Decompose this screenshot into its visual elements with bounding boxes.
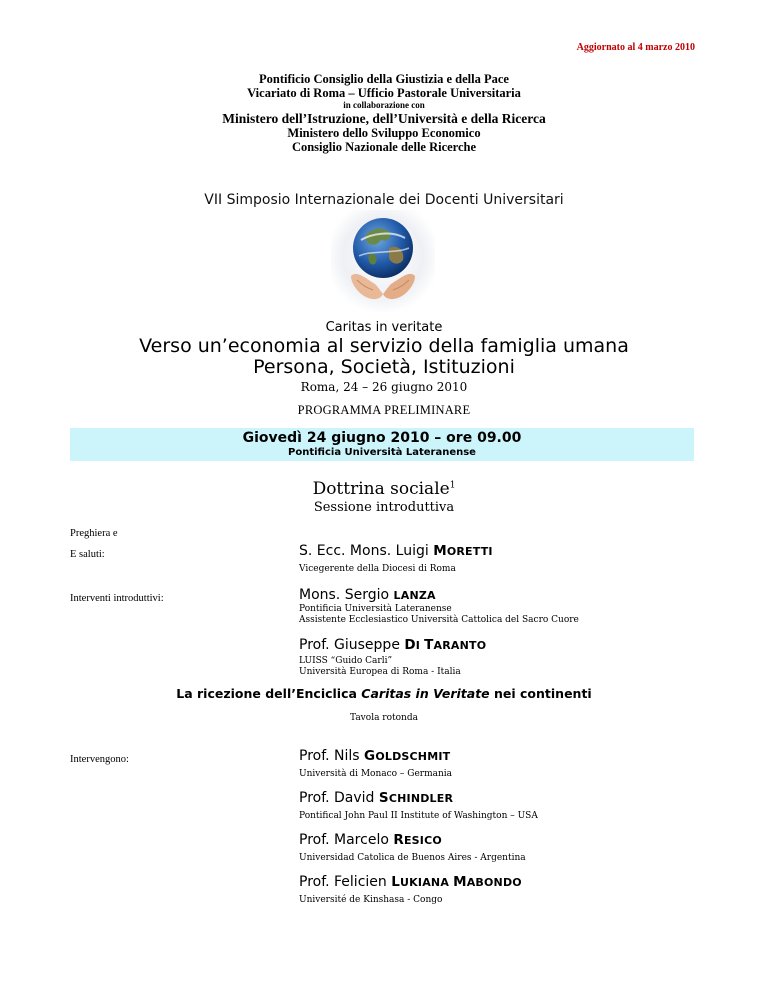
day-venue: Pontificia Università Lateranense — [288, 447, 476, 458]
encyclical-title: Caritas in veritate — [325, 320, 443, 335]
organizers-block — [0, 72, 768, 154]
day-title: Giovedì 24 giugno 2010 – ore 09.00 — [242, 430, 522, 446]
symposium-title: VII Simposio Internazionale dei Docenti Universitari — [204, 192, 564, 208]
speaker-resico — [299, 832, 442, 848]
session-subtitle: Sessione introduttiva — [313, 500, 455, 515]
label-saluti: E saluti: — [70, 549, 105, 560]
organizer-line: Ministero dello Sviluppo Economico — [287, 126, 481, 140]
speaker-di-taranto — [299, 637, 486, 653]
affiliation: Pontifical John Paul II Institute of Washington – USA — [299, 811, 538, 821]
session-title — [0, 479, 768, 499]
affiliation: Università Europea di Roma - Italia — [299, 667, 461, 677]
speaker-surname — [404, 639, 486, 652]
affiliation: Assistente Ecclesiastico Università Cattolica del Sacro Cuore — [299, 615, 579, 625]
speaker-surname — [433, 545, 493, 558]
speaker-mabondo — [299, 874, 522, 890]
affiliation: Universidad Catolica de Buenos Aires - Argentina — [299, 853, 526, 863]
footnote-marker: 1 — [449, 480, 456, 491]
speaker-name: Prof. Marcelo — [299, 832, 394, 848]
surname-rest: ABONDO — [466, 876, 522, 889]
surname-initial: T — [424, 637, 434, 653]
affiliation: LUISS “Guido Carli” — [299, 656, 393, 666]
surname-rest: I — [415, 639, 425, 652]
theme-line-1: Verso un’economia al servizio della famiglia umana — [139, 335, 629, 357]
speaker-name: Mons. Sergio — [299, 587, 394, 603]
day-banner — [70, 428, 694, 461]
program-heading: PROGRAMMA PRELIMINARE — [297, 403, 471, 417]
label-preghiera: Preghiera e — [70, 528, 118, 539]
surname-initial: R — [393, 832, 404, 848]
event-dates: Roma, 24 – 26 giugno 2010 — [300, 380, 468, 394]
session-title-text: Dottrina sociale — [312, 479, 450, 499]
surname-initial: G — [364, 748, 376, 764]
speaker-name: Prof. Felicien — [299, 874, 392, 890]
speaker-surname — [364, 750, 450, 763]
surname-rest: UKIANA — [400, 876, 454, 889]
affiliation: Université de Kinshasa - Congo — [299, 895, 443, 905]
speaker-name: S. Ecc. Mons. Luigi — [299, 543, 434, 559]
speaker-surname — [391, 876, 522, 889]
speaker-surname — [393, 834, 442, 847]
speaker-surname — [379, 792, 453, 805]
surname-rest: ESICO — [403, 834, 442, 847]
surname-rest: CHINDLER — [388, 792, 454, 805]
label-interventi: Interventi introduttivi: — [70, 593, 164, 604]
affiliation: Università di Monaco – Germania — [299, 769, 453, 779]
roundtable-pre: La ricezione dell’Enciclica — [176, 686, 362, 701]
surname-rest: OLDSCHMIT — [375, 750, 451, 763]
speaker-name: Prof. Giuseppe — [299, 637, 405, 653]
surname-rest: ARANTO — [433, 639, 487, 652]
surname-initial: S — [378, 790, 389, 806]
affiliation: Pontificia Università Lateranense — [299, 604, 452, 614]
organizer-line: Pontificio Consiglio della Giustizia e della Pace — [259, 72, 509, 86]
label-intervengono: Intervengono: — [70, 754, 129, 765]
speaker-moretti — [299, 543, 493, 559]
theme-line-2: Persona, Società, Istituzioni — [253, 356, 515, 378]
speaker-name: Prof. David — [299, 790, 379, 806]
surname-rest: ORETTI — [446, 545, 493, 558]
affiliation: Vicegerente della Diocesi di Roma — [299, 564, 456, 574]
roundtable-title — [0, 686, 768, 701]
speaker-name: Prof. Nils — [299, 748, 365, 764]
update-note: Aggiornato al 4 marzo 2010 — [576, 42, 695, 53]
globe-hands-logo — [331, 210, 435, 314]
speaker-lanza — [299, 587, 436, 603]
organizer-line: Vicariato di Roma – Ufficio Pastorale Universitaria — [247, 86, 521, 100]
roundtable-subtitle: Tavola rotonda — [350, 713, 418, 723]
surname-initial: L — [391, 874, 401, 890]
roundtable-post: nei continenti — [489, 686, 592, 701]
surname-initial: D — [404, 637, 416, 653]
symposium-theme — [0, 336, 768, 378]
organizer-line: Consiglio Nazionale delle Ricerche — [291, 140, 477, 154]
organizer-line: Ministero dell’Istruzione, dell’Università e della Ricerca — [222, 111, 546, 126]
roundtable-encyclical: Caritas in Veritate — [361, 686, 490, 701]
speaker-surname: LANZA — [393, 589, 436, 602]
speaker-schindler — [299, 790, 453, 806]
collaboration-note: in collaborazione con — [343, 100, 425, 110]
surname-initial: M — [433, 543, 447, 559]
surname-initial: M — [453, 874, 467, 890]
speaker-goldschmit — [299, 748, 450, 764]
